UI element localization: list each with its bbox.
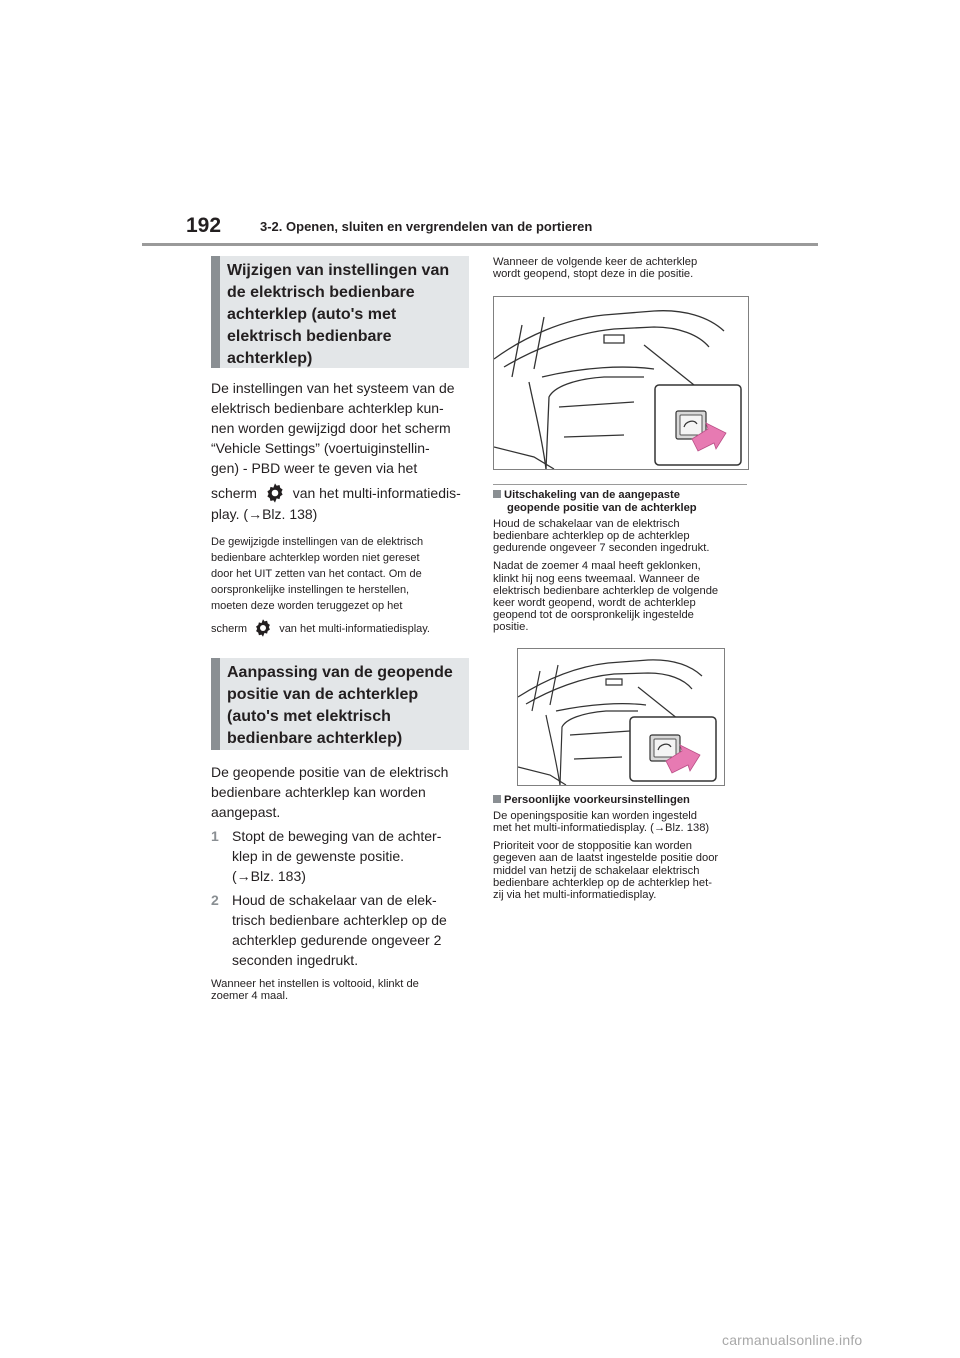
body-line: nen worden gewijzigd door het scherm bbox=[211, 420, 451, 436]
note-line: zoemer 4 maal. bbox=[211, 990, 289, 1003]
body-line: middel van hetzij de schakelaar elektrisch bbox=[493, 864, 700, 877]
header-divider bbox=[142, 243, 818, 246]
body-line: gegeven aan de laatst ingestelde positie door bbox=[493, 852, 719, 865]
chapter-title: 3-2. Openen, sluiten en vergrendelen van de portieren bbox=[260, 219, 593, 234]
body-line: geopend tot de oorspronkelijk ingestelde bbox=[493, 609, 694, 622]
step-line: (→Blz. 183) bbox=[232, 868, 306, 884]
note-line: bedienbare achterklep worden niet gereset bbox=[211, 552, 420, 564]
body-line: bedienbare achterklep op de achterklep het- bbox=[493, 876, 712, 889]
step-line: seconden ingedrukt. bbox=[232, 952, 359, 968]
settings-note bbox=[211, 534, 469, 638]
heading-line: de elektrisch bedienbare bbox=[227, 284, 415, 301]
note-line: oorspronkelijke instellingen te herstellen, bbox=[211, 584, 410, 596]
step-1 bbox=[211, 826, 469, 886]
note-text: scherm bbox=[211, 623, 248, 635]
step-2 bbox=[211, 890, 469, 970]
subsection-title-text: Persoonlijke voorkeursinstellingen bbox=[504, 793, 690, 806]
body-line: aangepast. bbox=[211, 804, 281, 820]
body-line: Nadat de zoemer 4 maal heeft geklonken, bbox=[493, 560, 701, 573]
settings-body bbox=[211, 378, 469, 524]
body-line: bedienbare achterklep op de achterklep bbox=[493, 530, 690, 543]
heading-line: Wijzigen van instellingen van bbox=[227, 262, 450, 279]
square-bullet bbox=[493, 490, 501, 498]
right-column bbox=[493, 256, 753, 901]
body-line: zij via het multi-informatiedisplay. bbox=[493, 889, 657, 902]
body-line: “Vehicle Settings” (voertuiginstellin- bbox=[211, 440, 430, 456]
body-line: wordt geopend, stopt deze in die positie. bbox=[493, 268, 694, 281]
heading-line: (auto's met elektrisch bbox=[227, 708, 391, 725]
step-number: 1 bbox=[211, 828, 219, 844]
heading-line: bedienbare achterklep) bbox=[227, 730, 403, 747]
step-line: Houd de schakelaar van de elek- bbox=[232, 892, 437, 908]
page-number: 192 bbox=[186, 214, 222, 237]
body-line: met het multi-informatiedisplay. (→Blz. 138) bbox=[493, 822, 710, 835]
note-line-with-icon bbox=[211, 618, 469, 638]
square-bullet bbox=[493, 795, 501, 803]
disable-adjusted-position bbox=[493, 489, 753, 633]
note-line: moeten deze worden teruggezet op het bbox=[211, 600, 403, 612]
body-line: elektrisch bedienbare achterklep kun- bbox=[211, 400, 444, 416]
body-line: Prioriteit voor de stoppositie kan worden bbox=[493, 840, 692, 853]
adjust-note bbox=[211, 978, 469, 1002]
heading-line: achterklep) bbox=[227, 350, 313, 367]
paragraph bbox=[493, 840, 753, 901]
body-line: keer wordt geopend, wordt de achterklep bbox=[493, 597, 696, 610]
note-text: van het multi-informatiedisplay. bbox=[279, 623, 430, 635]
step-number: 2 bbox=[211, 892, 219, 908]
body-line: Wanneer de volgende keer de achterklep bbox=[493, 256, 698, 268]
body-line: De geopende positie van de elektrisch bbox=[211, 764, 449, 780]
left-column bbox=[211, 256, 469, 1002]
page-reference: play. (→Blz. 138) bbox=[211, 506, 318, 522]
tailgate-illustration-2 bbox=[517, 648, 725, 786]
section-divider bbox=[493, 484, 747, 485]
note-line: door het UIT zetten van het contact. Om de bbox=[211, 568, 422, 580]
body-text: van het multi-informatiedis- bbox=[292, 485, 461, 501]
tailgate-drawing bbox=[518, 649, 724, 785]
body-line: Houd de schakelaar van de elektrisch bbox=[493, 517, 680, 530]
body-line: De instellingen van het systeem van de bbox=[211, 380, 455, 396]
gear-icon bbox=[253, 618, 273, 638]
body-line: klinkt hij nog eens tweemaal. Wanneer de bbox=[493, 572, 700, 585]
tailgate-drawing bbox=[494, 297, 748, 469]
paragraph bbox=[493, 560, 753, 633]
subsection-title bbox=[493, 489, 753, 501]
watermark: carmanualsonline.info bbox=[722, 1332, 863, 1348]
step-line: achterklep gedurende ongeveer 2 bbox=[232, 932, 442, 948]
step-line: trisch bedienbare achterklep op de bbox=[232, 912, 447, 928]
personal-preferences bbox=[493, 794, 753, 902]
heading-line: positie van de achterklep bbox=[227, 686, 419, 703]
body-text: scherm bbox=[211, 485, 257, 501]
step-line: klep in de gewenste positie. bbox=[232, 848, 404, 864]
heading-line: achterklep (auto's met bbox=[227, 306, 397, 323]
step-line: Stopt de beweging van de achter- bbox=[232, 828, 442, 844]
body-line: gen) - PBD weer te geven via het bbox=[211, 460, 418, 476]
heading-line: elektrisch bedienbare bbox=[227, 328, 392, 345]
body-line: elektrisch bedienbare achterklep de volgende bbox=[493, 584, 719, 597]
body-line: positie. bbox=[493, 621, 529, 634]
paragraph bbox=[493, 518, 753, 555]
note-line: De gewijzigde instellingen van de elektrisch bbox=[211, 536, 424, 548]
tailgate-illustration-1 bbox=[493, 296, 749, 470]
body-line-with-icon bbox=[211, 482, 469, 504]
body-line: De openingspositie kan worden ingesteld bbox=[493, 809, 697, 822]
note-line: Wanneer het instellen is voltooid, klinkt de bbox=[211, 978, 419, 990]
body-line: bedienbare achterklep kan worden bbox=[211, 784, 426, 800]
heading-line: Aanpassing van de geopende bbox=[227, 664, 453, 681]
section-heading-settings bbox=[211, 256, 469, 368]
right-intro bbox=[493, 256, 753, 280]
subsection-title bbox=[493, 794, 753, 806]
section-heading-adjust bbox=[211, 658, 469, 750]
paragraph bbox=[493, 810, 753, 834]
subsection-title-text: Uitschakeling van de aangepaste bbox=[504, 489, 680, 502]
gear-icon bbox=[264, 482, 286, 504]
subsection-title-line: geopende positie van de achterklep bbox=[507, 501, 697, 514]
body-line: gedurende ongeveer 7 seconden ingedrukt. bbox=[493, 542, 710, 555]
adjust-intro bbox=[211, 762, 469, 822]
